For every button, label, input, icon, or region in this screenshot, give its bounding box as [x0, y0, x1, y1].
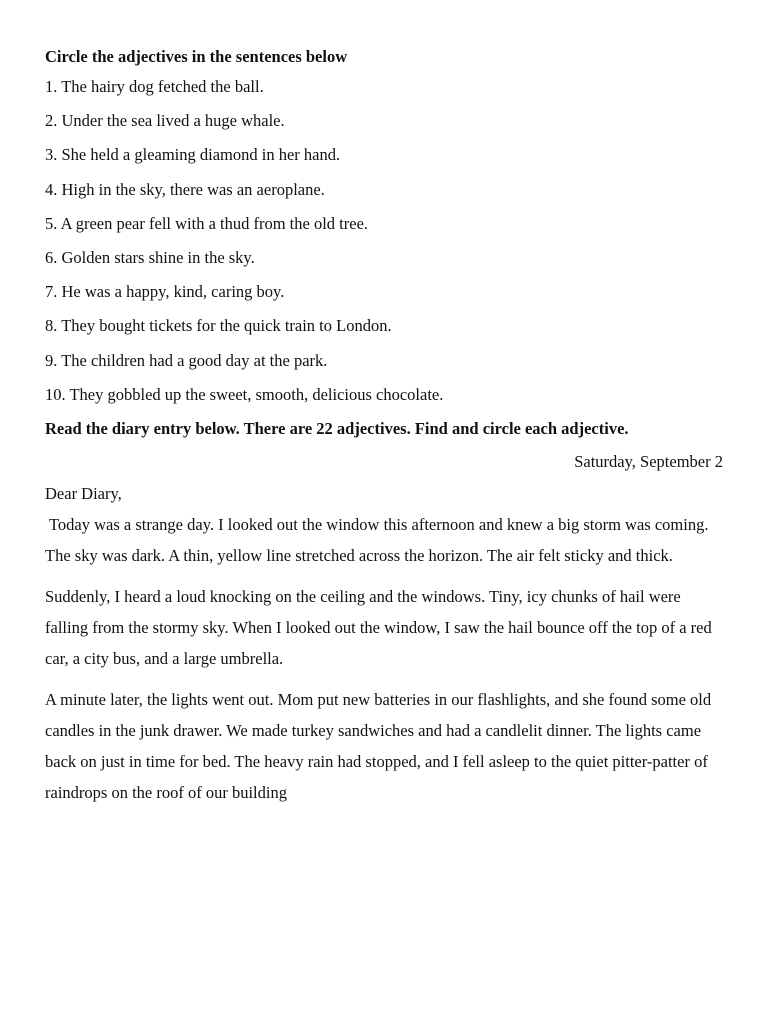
diary-paragraph-3: A minute later, the lights went out. Mom put new batteries in our flashlights, and she found some old candles in the junk drawer. We made turkey sandwiches and had a candlelit dinner. The lights came back on just in time for bed. The heavy rain had stopped, and I fell asleep to the quiet pitter-patter of raindrops on the roof of our building [45, 689, 712, 802]
sentence-list [45, 70, 723, 412]
sentence-item-10: 10. They gobbled up the sweet, smooth, delicious chocolate. [45, 384, 444, 404]
sentence-item-8: 8. They bought tickets for the quick train to London. [45, 316, 392, 336]
sentence-item-5: 5. A green pear fell with a thud from the old tree. [45, 213, 369, 233]
section2-heading: Read the diary entry below. There are 22 adjectives. Find and circle each adjective. [45, 418, 629, 438]
sentence-item-9: 9. The children had a good day at the park. [45, 350, 328, 370]
worksheet-page [45, 44, 723, 808]
sentence-item-6: 6. Golden stars shine in the sky. [45, 247, 255, 267]
diary-greeting: Dear Diary, [45, 483, 122, 503]
diary-date: Saturday, September 2 [574, 451, 723, 471]
diary-paragraph-2: Suddenly, I heard a loud knocking on the ceiling and the windows. Tiny, icy chunks of hail were falling from the stormy sky. When I looked out the window, I saw the hail bounce off the top of a red car, a city bus, and a large umbrella. [45, 586, 712, 668]
sentence-item-3: 3. She held a gleaming diamond in her hand. [45, 145, 341, 165]
sentence-item-7: 7. He was a happy, kind, caring boy. [45, 282, 285, 302]
section1-heading: Circle the adjectives in the sentences below [45, 47, 348, 66]
diary-paragraph-1: Today was a strange day. I looked out the window this afternoon and knew a big storm was coming. The sky was dark. A thin, yellow line stretched across the horizon. The air felt sticky and thick. [45, 514, 709, 565]
sentence-item-1: 1. The hairy dog fetched the ball. [45, 77, 264, 96]
sentence-item-2: 2. Under the sea lived a huge whale. [45, 111, 285, 131]
sentence-item-4: 4. High in the sky, there was an aeroplane. [45, 179, 325, 199]
